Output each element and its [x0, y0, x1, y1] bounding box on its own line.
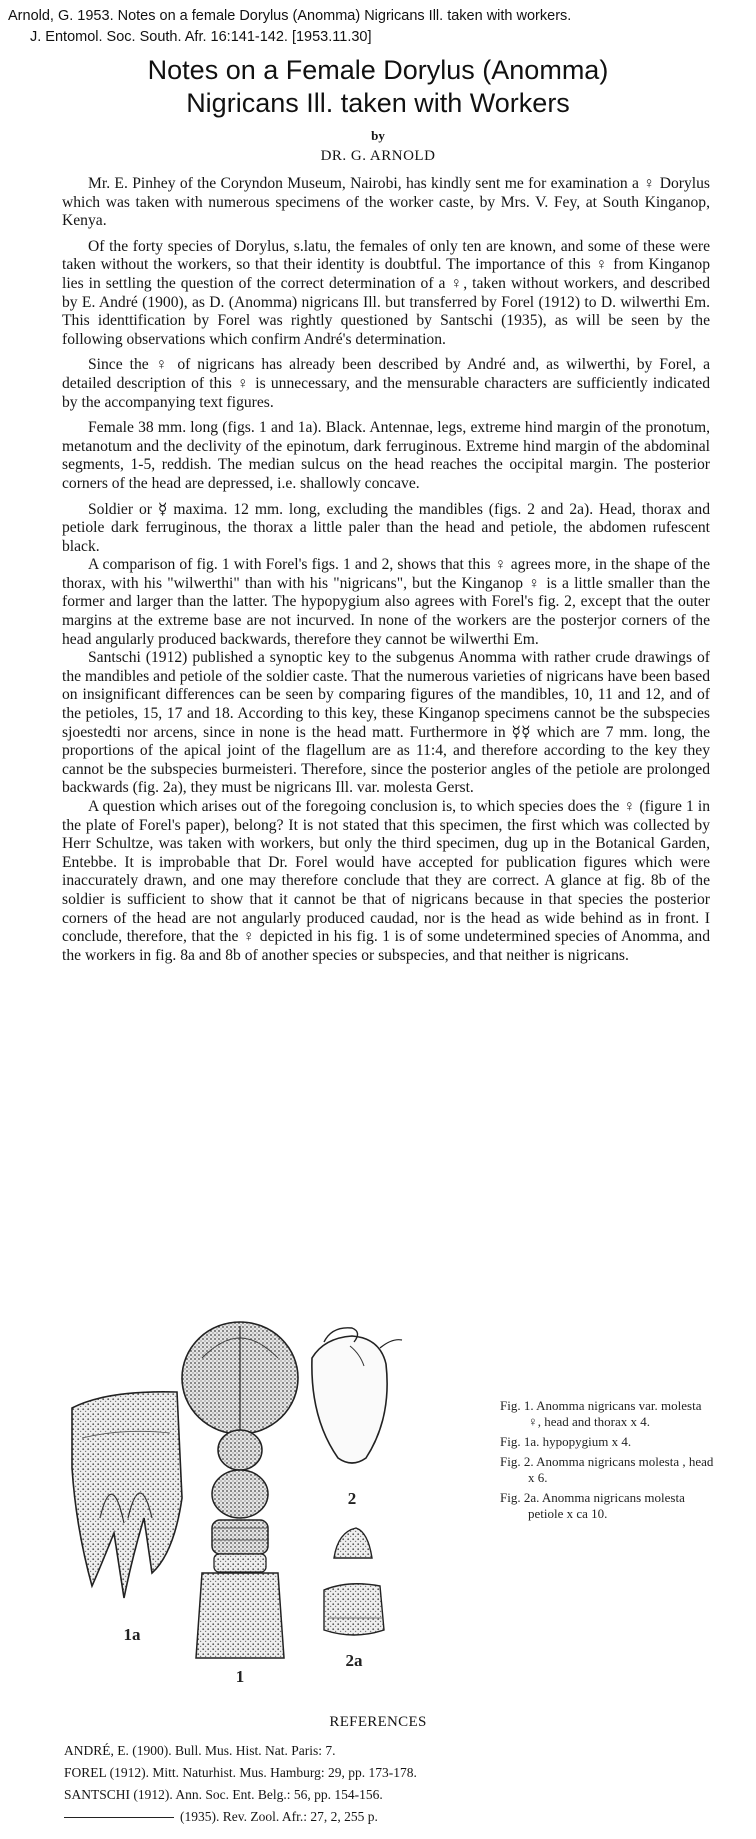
- figure-label-2: 2: [347, 1489, 357, 1508]
- caption-fig-1a: Fig. 1a. hypopygium x 4.: [500, 1434, 632, 1449]
- paragraph: Soldier or ☿ maxima. 12 mm. long, excluding the mandibles (figs. 2 and 2a). Head, thorax and petiole dark ferruginous, the thorax a little paler than the head and petiole, the abdomen rufescent black.: [62, 500, 710, 555]
- figure-label-1a: 1a: [123, 1625, 141, 1644]
- figure-drawings: [62, 1318, 502, 1688]
- figure-2a-petiole: [324, 1528, 384, 1635]
- article-body: [62, 175, 710, 965]
- paragraph: Female 38 mm. long (figs. 1 and 1a). Black. Antennae, legs, extreme hind margin of the pronotum, metanotum and the declivity of the epinotum, dark ferruginous. Extreme hind margin of the abdominal segments, 1-5, reddish. The median sulcus on the head reaches the occipital margin. The posterior corners of the head are depressed, i.e. shallowly concave.: [62, 419, 710, 492]
- paragraph: A comparison of fig. 1 with Forel's figs. 1 and 2, shows that this ♀ agrees more, in the shape of the thorax, with his "wilwerthi" than with his "nigricans", but the Kinganop ♀ is a little smaller than the former and larger than the latter. The hypopygium also agrees with Forel's fig. 2, except that the outer margins at the extreme base are not incurved. In none of the workers are the posterjor corners of the head angularly produced backwards, therefore they cannot be wilwerthi Em.: [62, 556, 710, 648]
- author-name: DR. G. ARNOLD: [320, 148, 436, 164]
- reference-text: (1935). Rev. Zool. Afr.: 27, 2, 255 p.: [180, 1809, 378, 1824]
- citation-line-2: J. Entomol. Soc. South. Afr. 16:141-142. [1953.11.30]: [30, 29, 372, 45]
- references-list: [64, 1740, 714, 1828]
- caption-fig-2a: Fig. 2a. Anomma nigricans molesta petiole x ca 10.: [500, 1490, 685, 1521]
- references-heading: REFERENCES: [329, 1714, 427, 1730]
- citation-line-1: Arnold, G. 1953. Notes on a female Dorylus (Anomma) Nigricans Ill. taken with workers.: [8, 8, 572, 24]
- reference-item: [64, 1806, 714, 1828]
- figure-label-1: 1: [235, 1667, 245, 1686]
- title-line-2: Nigricans Ill. taken with Workers: [186, 88, 570, 118]
- reference-item: FOREL (1912). Mitt. Naturhist. Mus. Hamburg: 29, pp. 173-178.: [64, 1765, 417, 1780]
- figure-2-soldier-head: [312, 1328, 402, 1463]
- caption-fig-2: Fig. 2. Anomma nigricans molesta , head x 6.: [500, 1454, 714, 1485]
- caption-fig-1: Fig. 1. Anomma nigricans var. molesta ♀, head and thorax x 4.: [500, 1398, 702, 1429]
- reference-item: ANDRÉ, E. (1900). Bull. Mus. Hist. Nat. Paris: 7.: [64, 1743, 336, 1758]
- reference-item: SANTSCHI (1912). Ann. Soc. Ent. Belg.: 56, pp. 154-156.: [64, 1787, 383, 1802]
- figure-1a-hypopygium: [72, 1392, 182, 1598]
- figure-1-head-thorax: [182, 1322, 298, 1658]
- figure-label-2a: 2a: [345, 1651, 363, 1670]
- paragraph: Of the forty species of Dorylus, s.latu, the females of only ten are known, and some of these were taken without the workers, so that their identity is doubtful. The importance of this ♀ from Kinganop lies in settling the question of the correct determination of a ♀, taken without workers, and described by E. André (1900), as D. (Anomma) nigricans Ill. but transferred by Forel (1912) to D. wilwerthi Em. This identtification by Forel was rightly questioned by Santschi (1935), as will be seen by the following observations which confirm André's determination.: [62, 237, 710, 348]
- paragraph: Since the ♀ of nigricans has already been described by André and, as wilwerthi, by Forel, a detailed description of this ♀ is unnecessary, and the mensurable characters are sufficiently indicated by the accompanying text figures.: [62, 356, 710, 411]
- title-line-1: Notes on a Female Dorylus (Anomma): [147, 55, 609, 85]
- paragraph: A question which arises out of the foregoing conclusion is, to which species does the ♀ (figure 1 in the plate of Forel's paper), belong? It is not stated that this specimen, the first which was collected by Herr Schultze, was taken with workers, but only the third specimen, dug up in the Botanical Garden, Entebbe. It is improbable that Dr. Forel would have accepted for publication figures which were inaccurately drawn, and one may therefore conclude that they are correct. A glance at fig. 8b of the soldier is sufficient to show that it cannot be that of nigricans because in that species the posterior corners of the head are not angularly produced caudad, nor is the head as wide behind as in front. I conclude, therefore, that the ♀ depicted in his fig. 1 is of some undetermined species of Anomma, and the workers in fig. 8a and 8b of another species or subspecies, and that neither is nigricans.: [62, 798, 710, 964]
- paragraph: Santschi (1912) published a synoptic key to the subgenus Anomma with rather crude drawings of the mandibles and petiole of the soldier caste. That the numerous varieties of nigricans have been based on insignificant differences can be seen by comparing figures of the mandibles, 10, 11 and 12, and of the petioles, 15, 17 and 18. According to this key, these Kinganop specimens cannot be the subspecies sjoestedti nor arcens, since in none is the head matt. Furthermore in ☿☿ which are 7 mm. long, the proportions of the apical joint of the flagellum are as 11:4, and therefore according to the key they cannot be the subspecies burmeisteri. Therefore, since the posterior angles of the petiole are prolonged backwards (fig. 2a), they must be nigricans Ill. var. molesta Gerst.: [62, 649, 710, 797]
- figure-captions: [500, 1398, 715, 1526]
- ditto-dash: [64, 1817, 174, 1818]
- paragraph: Mr. E. Pinhey of the Coryndon Museum, Nairobi, has kindly sent me for examination a ♀ Dorylus which was taken with numerous specimens of the worker caste, by Mrs. V. Fey, at South Kinganop, Kenya.: [62, 175, 710, 230]
- byline-by: by: [371, 128, 385, 143]
- citation-header: [8, 6, 752, 48]
- paper-title: [40, 54, 716, 120]
